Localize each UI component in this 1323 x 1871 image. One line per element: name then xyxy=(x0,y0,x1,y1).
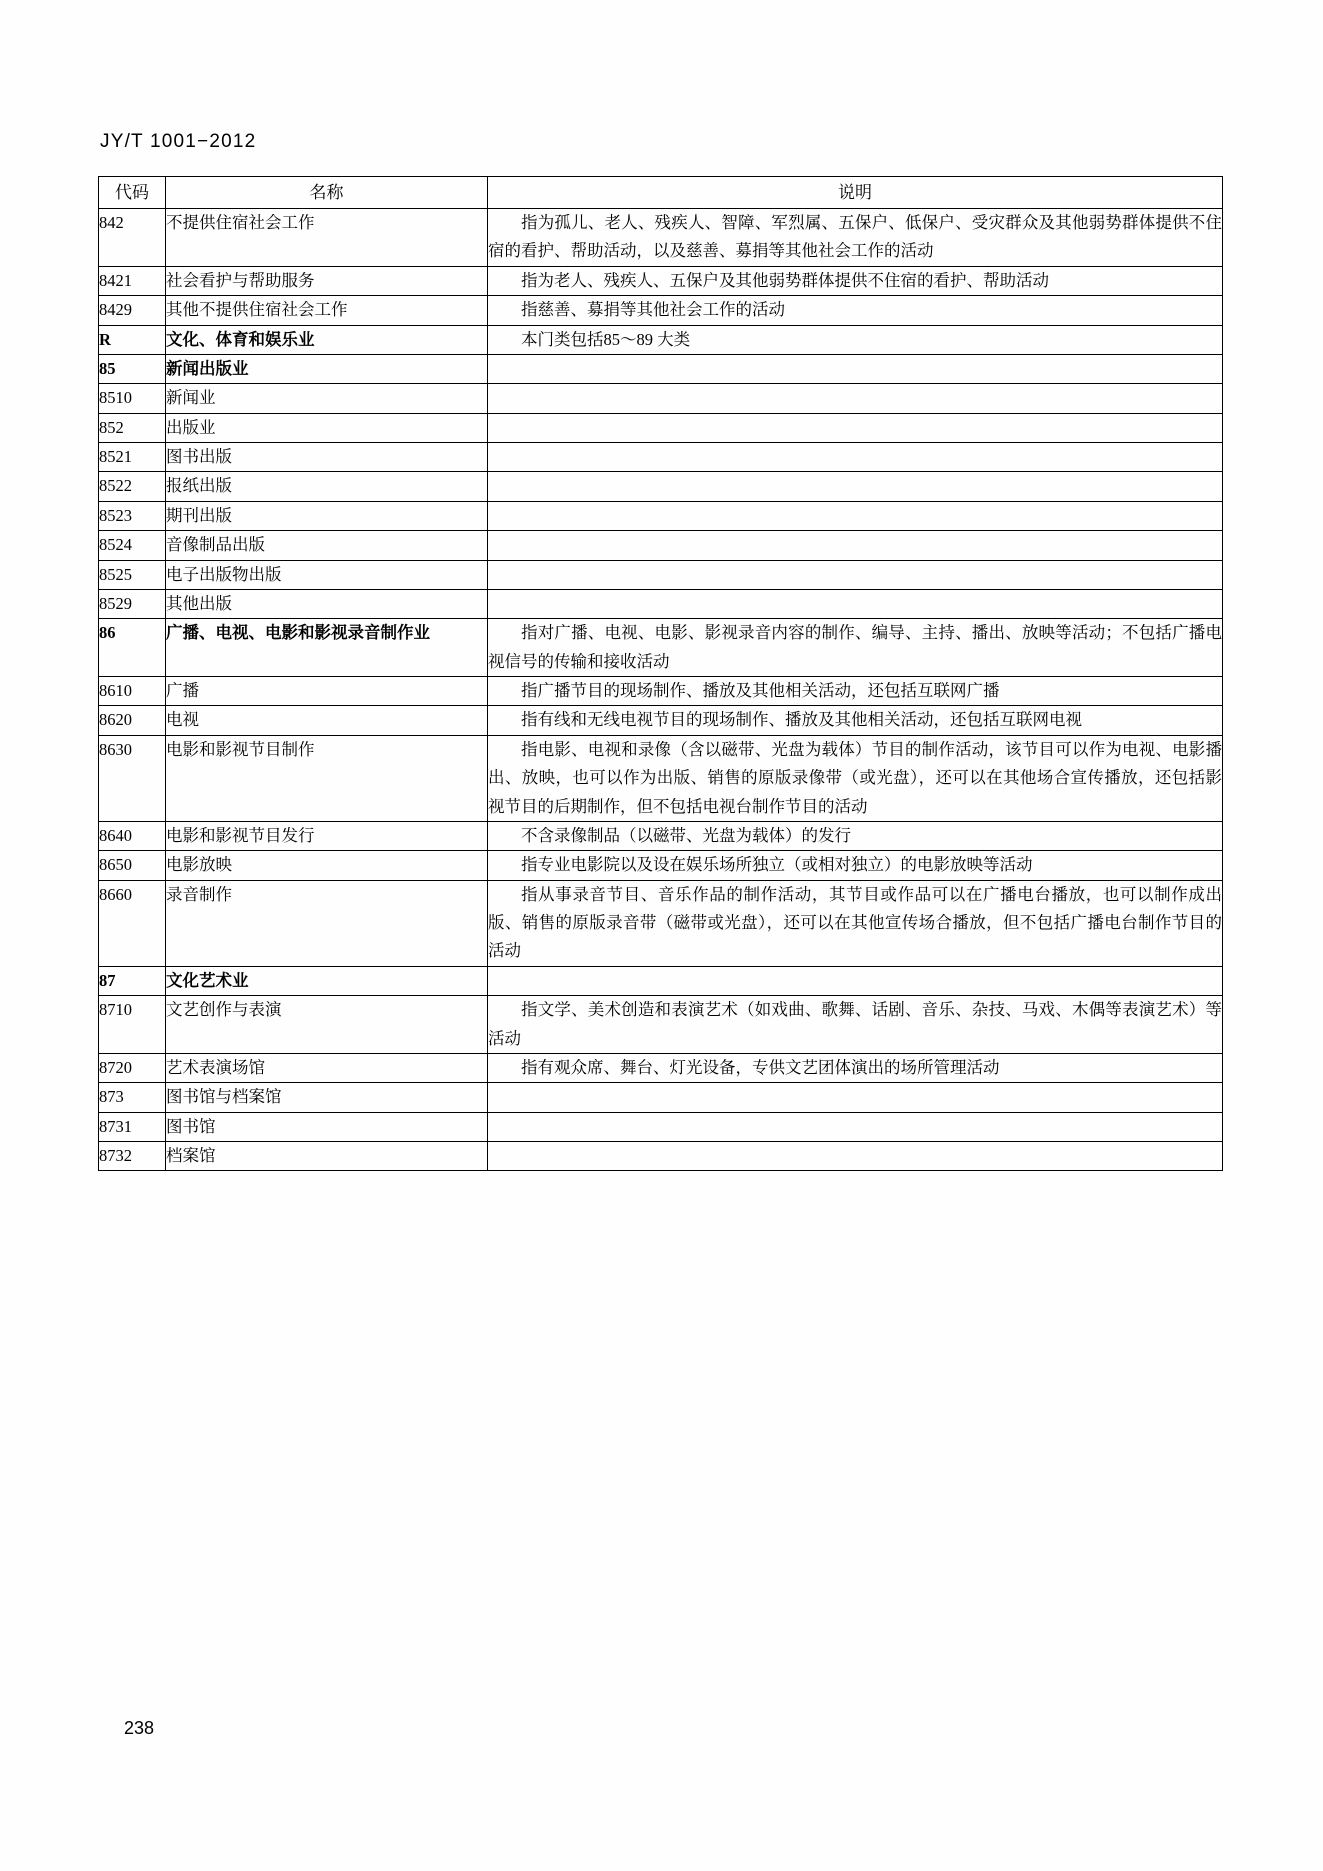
table-row xyxy=(99,821,1223,850)
table-row xyxy=(99,354,1223,383)
cell-description xyxy=(488,1112,1223,1141)
cell-description xyxy=(488,1083,1223,1112)
cell-code: 8660 xyxy=(99,880,166,966)
cell-name: 报纸出版 xyxy=(166,472,488,501)
cell-name: 新闻出版业 xyxy=(166,354,488,383)
cell-description-text: 指慈善、募捐等其他社会工作的活动 xyxy=(521,300,785,320)
cell-description xyxy=(488,501,1223,530)
table-row xyxy=(99,996,1223,1054)
cell-description xyxy=(488,619,1223,677)
cell-name: 录音制作 xyxy=(166,880,488,966)
cell-name: 艺术表演场馆 xyxy=(166,1053,488,1082)
cell-code: 8521 xyxy=(99,443,166,472)
cell-code: 842 xyxy=(99,209,166,267)
table-row xyxy=(99,589,1223,618)
cell-description xyxy=(488,354,1223,383)
cell-code: 8731 xyxy=(99,1112,166,1141)
cell-description xyxy=(488,1142,1223,1171)
cell-description xyxy=(488,560,1223,589)
cell-code: 8630 xyxy=(99,735,166,821)
cell-description xyxy=(488,677,1223,706)
cell-name: 图书馆与档案馆 xyxy=(166,1083,488,1112)
cell-code: R xyxy=(99,325,166,354)
cell-description xyxy=(488,966,1223,995)
classification-table xyxy=(98,176,1223,1171)
cell-code: 852 xyxy=(99,413,166,442)
table-row xyxy=(99,1083,1223,1112)
cell-code: 8640 xyxy=(99,821,166,850)
cell-name: 新闻业 xyxy=(166,384,488,413)
cell-code: 8421 xyxy=(99,266,166,295)
cell-description xyxy=(488,384,1223,413)
cell-code: 8529 xyxy=(99,589,166,618)
cell-name: 文艺创作与表演 xyxy=(166,996,488,1054)
column-header-name: 名称 xyxy=(166,177,488,209)
cell-code: 8522 xyxy=(99,472,166,501)
cell-name: 档案馆 xyxy=(166,1142,488,1171)
table-row xyxy=(99,1142,1223,1171)
table-row xyxy=(99,1053,1223,1082)
table-row xyxy=(99,531,1223,560)
table-row xyxy=(99,384,1223,413)
cell-name: 电影和影视节目发行 xyxy=(166,821,488,850)
cell-description xyxy=(488,851,1223,880)
cell-name: 音像制品出版 xyxy=(166,531,488,560)
column-header-code: 代码 xyxy=(99,177,166,209)
cell-name: 文化艺术业 xyxy=(166,966,488,995)
cell-description-text: 指电影、电视和录像（含以磁带、光盘为载体）节目的制作活动，该节目可以作为电视、电影播出、放映，也可以作为出版、销售的原版录像带（或光盘），还可以在其他场合宣传播放，还包括影视节目的后期制作，但不包括电视台制作节目的活动 xyxy=(488,739,1222,816)
cell-name: 图书馆 xyxy=(166,1112,488,1141)
cell-name: 电视 xyxy=(166,706,488,735)
table-row xyxy=(99,325,1223,354)
cell-description xyxy=(488,266,1223,295)
table-row xyxy=(99,735,1223,821)
cell-description-text: 本门类包括85～89 大类 xyxy=(521,329,691,349)
cell-description xyxy=(488,531,1223,560)
table-row xyxy=(99,706,1223,735)
cell-name: 不提供住宿社会工作 xyxy=(166,209,488,267)
cell-name: 电影放映 xyxy=(166,851,488,880)
table-row xyxy=(99,619,1223,677)
cell-code: 87 xyxy=(99,966,166,995)
cell-description xyxy=(488,296,1223,325)
cell-code: 8650 xyxy=(99,851,166,880)
cell-description-text: 不含录像制品（以磁带、光盘为载体）的发行 xyxy=(521,825,851,845)
cell-name: 其他出版 xyxy=(166,589,488,618)
cell-description-text: 指文学、美术创造和表演艺术（如戏曲、歌舞、话剧、音乐、杂技、马戏、木偶等表演艺术）等活动 xyxy=(488,1000,1222,1048)
cell-description-text: 指有观众席、舞台、灯光设备，专供文艺团体演出的场所管理活动 xyxy=(521,1057,1000,1077)
classification-table-wrapper xyxy=(98,176,1222,1171)
cell-code: 8429 xyxy=(99,296,166,325)
cell-code: 8524 xyxy=(99,531,166,560)
table-row xyxy=(99,880,1223,966)
cell-description xyxy=(488,996,1223,1054)
table-header-row xyxy=(99,177,1223,209)
cell-description xyxy=(488,1053,1223,1082)
cell-description xyxy=(488,735,1223,821)
cell-description-text: 指为孤儿、老人、残疾人、智障、军烈属、五保户、低保户、受灾群众及其他弱势群体提供不住宿的看护、帮助活动，以及慈善、募捐等其他社会工作的活动 xyxy=(488,213,1222,261)
cell-name: 文化、体育和娱乐业 xyxy=(166,325,488,354)
table-row xyxy=(99,966,1223,995)
cell-description xyxy=(488,821,1223,850)
cell-description-text: 指从事录音节目、音乐作品的制作活动，其节目或作品可以在广播电台播放，也可以制作成出版、销售的原版录音带（磁带或光盘），还可以在其他宣传场合播放，但不包括广播电台制作节目的活动 xyxy=(488,884,1222,961)
cell-description xyxy=(488,880,1223,966)
cell-description-text: 指为老人、残疾人、五保户及其他弱势群体提供不住宿的看护、帮助活动 xyxy=(521,270,1049,290)
table-row xyxy=(99,560,1223,589)
cell-code: 8732 xyxy=(99,1142,166,1171)
cell-code: 8525 xyxy=(99,560,166,589)
table-row xyxy=(99,413,1223,442)
column-header-description: 说明 xyxy=(488,177,1223,209)
cell-name: 广播 xyxy=(166,677,488,706)
cell-description-text: 指有线和无线电视节目的现场制作、播放及其他相关活动，还包括互联网电视 xyxy=(521,710,1082,730)
table-row xyxy=(99,472,1223,501)
cell-description xyxy=(488,706,1223,735)
cell-code: 85 xyxy=(99,354,166,383)
cell-code: 8510 xyxy=(99,384,166,413)
cell-code: 8610 xyxy=(99,677,166,706)
cell-description-text: 指对广播、电视、电影、影视录音内容的制作、编导、主持、播出、放映等活动；不包括广播电视信号的传输和接收活动 xyxy=(488,623,1222,671)
cell-code: 8523 xyxy=(99,501,166,530)
cell-description xyxy=(488,472,1223,501)
table-row xyxy=(99,266,1223,295)
cell-description xyxy=(488,209,1223,267)
cell-description xyxy=(488,413,1223,442)
cell-name: 期刊出版 xyxy=(166,501,488,530)
cell-name: 电影和影视节目制作 xyxy=(166,735,488,821)
cell-code: 86 xyxy=(99,619,166,677)
cell-code: 8720 xyxy=(99,1053,166,1082)
table-row xyxy=(99,1112,1223,1141)
cell-description-text: 指专业电影院以及设在娱乐场所独立（或相对独立）的电影放映等活动 xyxy=(521,855,1033,875)
table-row xyxy=(99,209,1223,267)
table-row xyxy=(99,677,1223,706)
table-row xyxy=(99,501,1223,530)
page-number: 238 xyxy=(124,1718,155,1738)
table-body xyxy=(99,209,1223,1171)
cell-name: 出版业 xyxy=(166,413,488,442)
cell-name: 其他不提供住宿社会工作 xyxy=(166,296,488,325)
table-row xyxy=(99,296,1223,325)
cell-code: 8620 xyxy=(99,706,166,735)
cell-description-text: 指广播节目的现场制作、播放及其他相关活动，还包括互联网广播 xyxy=(521,681,1000,700)
standard-number-header: JY/T 1001−2012 xyxy=(100,131,257,152)
cell-name: 社会看护与帮助服务 xyxy=(166,266,488,295)
cell-code: 873 xyxy=(99,1083,166,1112)
table-row xyxy=(99,443,1223,472)
table-row xyxy=(99,851,1223,880)
cell-code: 8710 xyxy=(99,996,166,1054)
cell-description xyxy=(488,589,1223,618)
cell-name: 电子出版物出版 xyxy=(166,560,488,589)
cell-description xyxy=(488,325,1223,354)
cell-name: 广播、电视、电影和影视录音制作业 xyxy=(166,619,488,677)
cell-name: 图书出版 xyxy=(166,443,488,472)
cell-description xyxy=(488,443,1223,472)
